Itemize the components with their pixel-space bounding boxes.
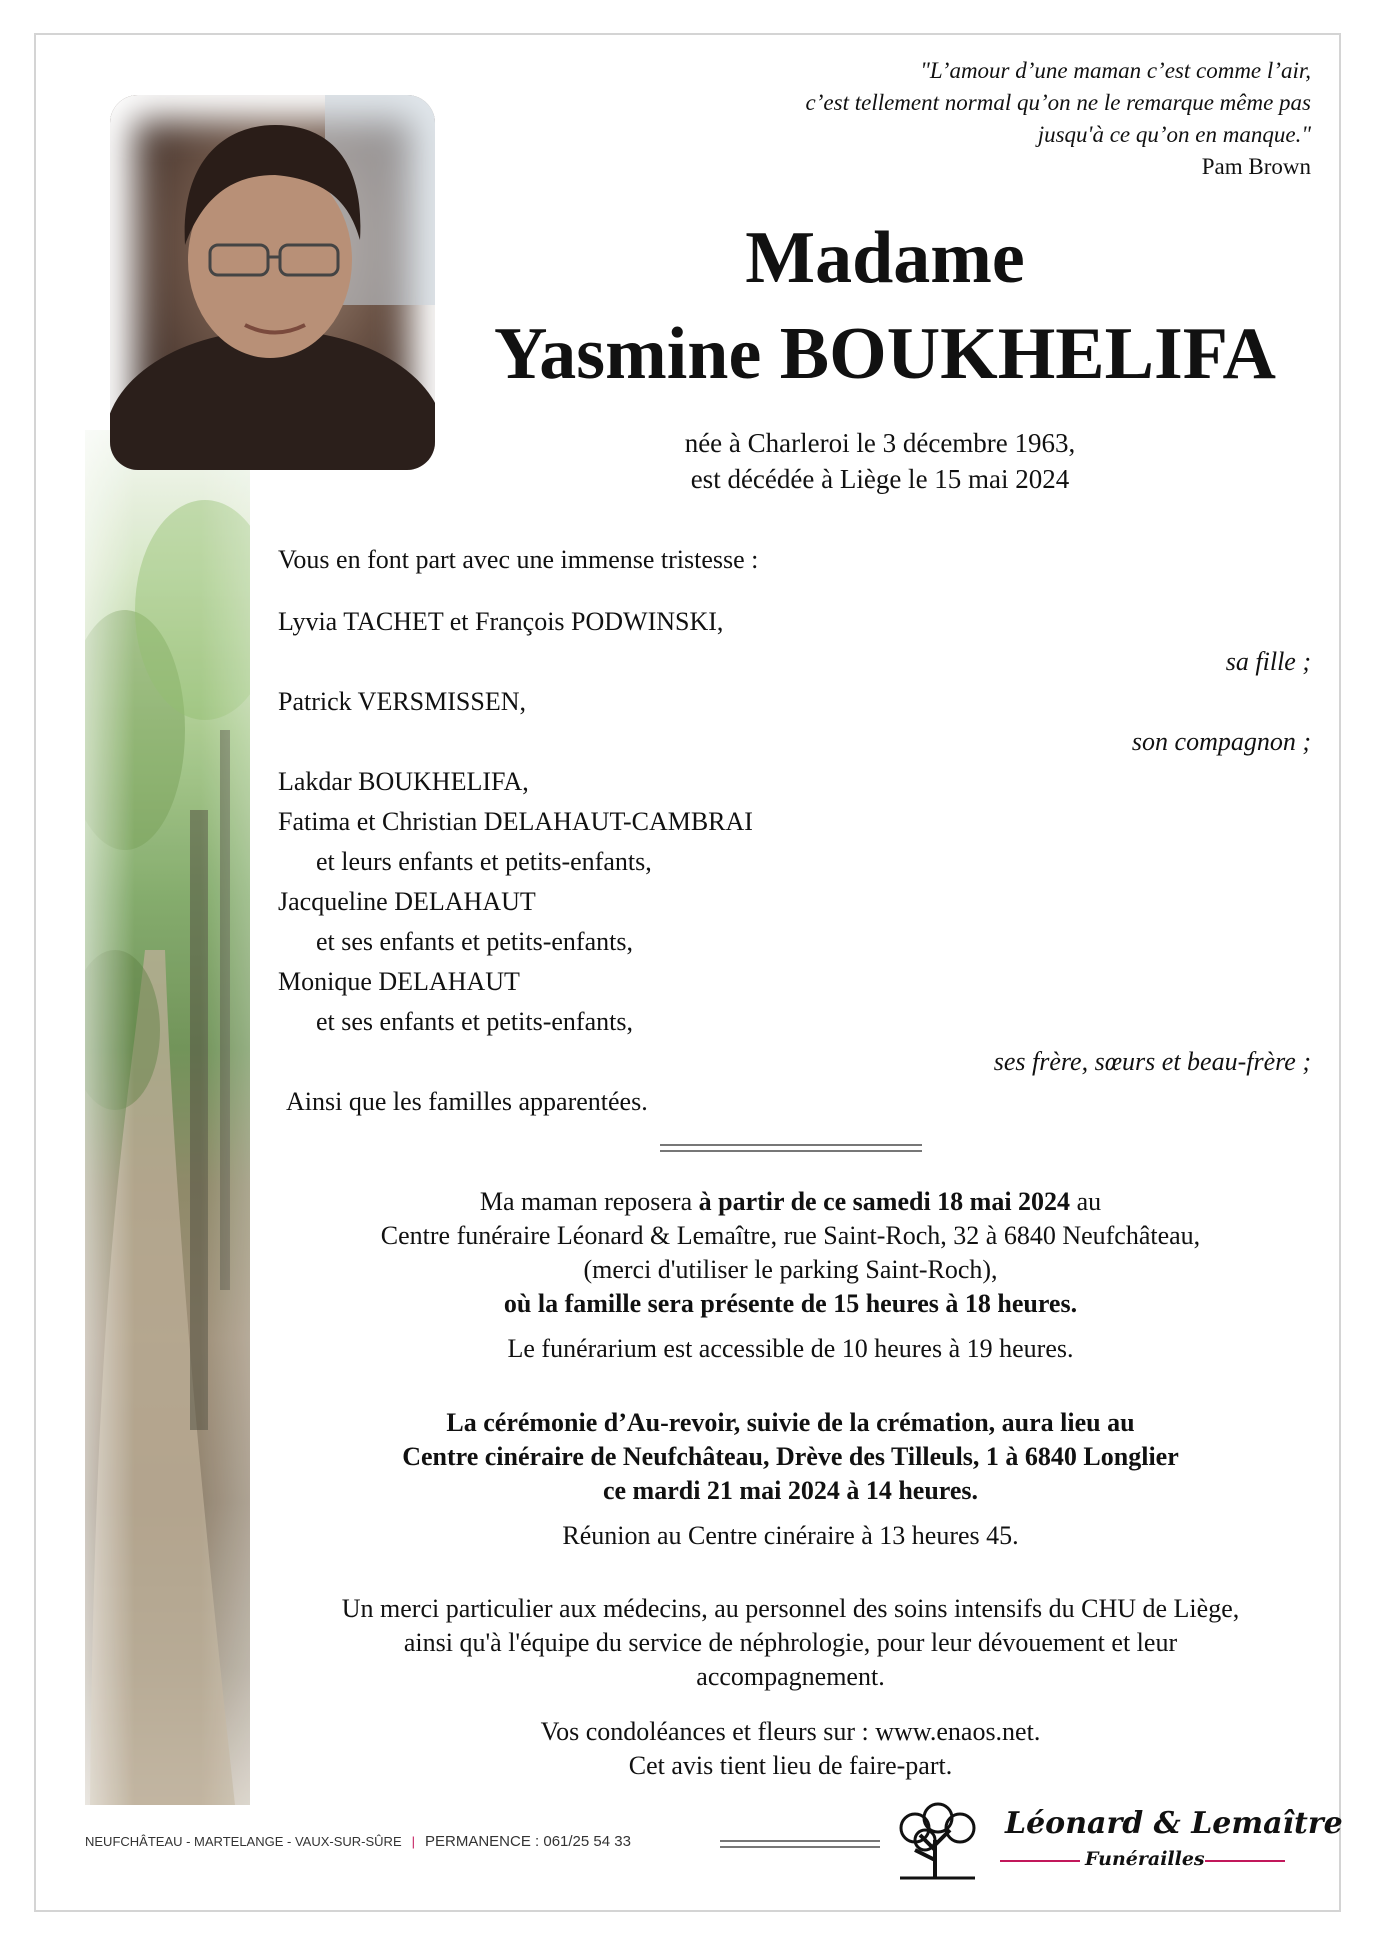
family-line: Fatima et Christian DELAHAUT-CAMBRAI	[278, 807, 753, 836]
rest-line	[270, 1185, 1311, 1218]
quote-line: jusqu'à ce qu’on en manque."	[1037, 122, 1311, 147]
footer-divider	[720, 1840, 880, 1848]
footer-contact	[85, 1833, 631, 1850]
deceased-title: Madame	[745, 217, 1025, 299]
thanks-line: Un merci particulier aux médecins, au personnel des soins intensifs du CHU de Liège,	[341, 1594, 1240, 1623]
relation-label: ses frère, sœurs et beau-frère ;	[993, 1047, 1311, 1076]
family-line: Patrick VERSMISSEN,	[278, 687, 526, 716]
death-line: est décédée à Liège le 15 mai 2024	[690, 464, 1070, 494]
quote-line: "L’amour d’une maman c’est comme l’air,	[920, 58, 1311, 83]
ceremony-line: ce mardi 21 mai 2024 à 14 heures.	[602, 1476, 979, 1505]
ceremony-line: La cérémonie d’Au-revoir, suivie de la crémation, aura lieu au	[446, 1408, 1135, 1437]
family-line: et leurs enfants et petits-enfants,	[316, 847, 652, 876]
deceased-name: Yasmine BOUKHELIFA	[494, 313, 1276, 395]
family-line: Monique DELAHAUT	[278, 967, 520, 996]
funeral-home-logo	[880, 1800, 1343, 1880]
funerarium-hours: Le funérarium est accessible de 10 heures à 19 heures.	[507, 1334, 1074, 1363]
section-divider	[660, 1144, 922, 1152]
forest-path-image	[85, 430, 250, 1805]
meeting-time: Réunion au Centre cinéraire à 13 heures 45.	[562, 1521, 1019, 1550]
brand-name: Léonard & Lemaître	[1005, 1806, 1343, 1841]
footer-separator: |	[411, 1834, 415, 1849]
family-line: Lyvia TACHET et François PODWINSKI,	[278, 607, 724, 636]
brand-accent-line	[1000, 1860, 1080, 1862]
parking-note: (merci d'utiliser le parking Saint-Roch),	[583, 1255, 998, 1284]
tree-icon	[880, 1800, 990, 1880]
notice-line: Cet avis tient lieu de faire-part.	[628, 1751, 953, 1780]
family-line: Jacqueline DELAHAUT	[278, 887, 536, 916]
footer-permanence: PERMANENCE : 061/25 54 33	[425, 1833, 631, 1850]
family-line: Ainsi que les familles apparentées.	[286, 1087, 648, 1116]
rest-prefix: Ma maman reposera	[479, 1187, 699, 1216]
rest-suffix: au	[1070, 1187, 1102, 1216]
brand-accent-line	[1205, 1860, 1285, 1862]
footer-locations: NEUFCHÂTEAU - MARTELANGE - VAUX-SUR-SÛRE	[85, 1834, 402, 1849]
thanks-line: accompagnement.	[696, 1662, 885, 1691]
condolences-line: Vos condoléances et fleurs sur : www.enaos.net.	[540, 1717, 1041, 1746]
funeral-center: Centre funéraire Léonard & Lemaître, rue Saint-Roch, 32 à 6840 Neufchâteau,	[380, 1221, 1201, 1250]
life-dates	[600, 425, 1160, 497]
family-line: et ses enfants et petits-enfants,	[316, 927, 633, 956]
family-line: Lakdar BOUKHELIFA,	[278, 767, 529, 796]
family-intro: Vous en font part avec une immense tristesse :	[278, 545, 759, 574]
relation-label: sa fille ;	[1225, 647, 1311, 676]
family-line: et ses enfants et petits-enfants,	[316, 1007, 633, 1036]
epigraph-quote	[671, 55, 1311, 183]
thanks-line: ainsi qu'à l'équipe du service de néphrologie, pour leur dévouement et leur	[403, 1628, 1178, 1657]
deceased-portrait	[110, 95, 435, 470]
family-presence: où la famille sera présente de 15 heures à 18 heures.	[503, 1289, 1078, 1318]
rest-date: à partir de ce samedi 18 mai 2024	[698, 1187, 1071, 1216]
brand-subtitle: Funérailles	[1085, 1848, 1205, 1870]
quote-author: Pam Brown	[1201, 154, 1311, 179]
birth-line: née à Charleroi le 3 décembre 1963,	[684, 428, 1076, 458]
quote-line: c’est tellement normal qu’on ne le remarque même pas	[805, 90, 1311, 115]
relation-label: son compagnon ;	[1131, 727, 1311, 756]
ceremony-line: Centre cinéraire de Neufchâteau, Drève des Tilleuls, 1 à 6840 Longlier	[402, 1442, 1179, 1471]
